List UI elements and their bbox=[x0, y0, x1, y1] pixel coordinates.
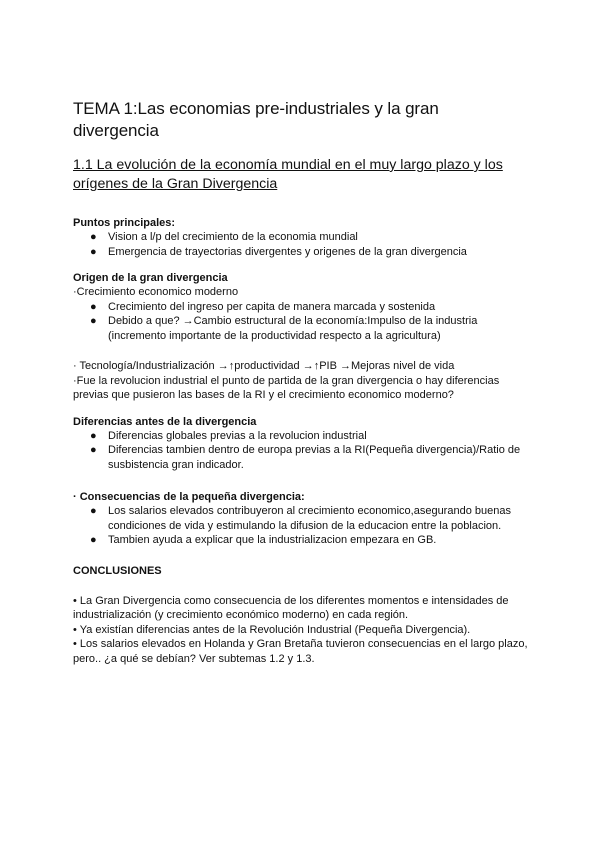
conclusion-line: • La Gran Divergencia como consecuencia de los diferentes momentos e intensidades de industrialización (y crecimiento económico moderno) en cada región. bbox=[73, 594, 509, 621]
list-item-text: Tambien ayuda a explicar que la industrializacion empezara en GB. bbox=[108, 534, 437, 546]
origen-heading: Origen de la gran divergencia bbox=[73, 272, 228, 284]
bullet-icon: ● bbox=[90, 231, 97, 243]
origen-question: ·Fue la revolucion industrial el punto de partida de la gran divergencia o hay diferencias previas que pusieron las bases de la RI y el crecimiento economico moderno? bbox=[73, 374, 500, 401]
list-item bbox=[73, 230, 528, 245]
origen-list bbox=[73, 300, 528, 344]
document-title: TEMA 1:Las economias pre-industriales y la gran divergencia bbox=[73, 99, 439, 140]
list-item-text: Vision a l/p del crecimiento de la economia mundial bbox=[108, 231, 358, 243]
puntos-heading: Puntos principales: bbox=[73, 217, 176, 229]
bullet-icon: ● bbox=[90, 505, 97, 517]
conclusion-line: • Los salarios elevados en Holanda y Gran Bretaña tuvieron consecuencias en el largo plazo, pero.. ¿a qué se debían? Ver subtemas 1.2 y 1.3. bbox=[73, 638, 528, 665]
list-item bbox=[73, 300, 528, 315]
bullet-icon: ● bbox=[90, 300, 97, 313]
section-title: 1.1 La evolución de la economía mundial en el muy largo plazo y los orígenes de la Gran Divergencia bbox=[73, 157, 503, 192]
list-item bbox=[73, 504, 528, 533]
bullet-icon: ● bbox=[90, 429, 97, 442]
list-item-text: Debido a que? →Cambio estructural de la economía:Impulso de la industria (incremento importante de la productividad respecto a la agricultura) bbox=[108, 315, 478, 342]
origen-line: ·Crecimiento economico moderno bbox=[73, 286, 239, 298]
document-content bbox=[73, 98, 528, 666]
bullet-icon: ● bbox=[90, 534, 97, 546]
bullet-icon: ● bbox=[90, 444, 97, 456]
origen-tech-line: · Tecnología/Industrialización →↑productividad →↑PIB →Mejoras nivel de vida bbox=[73, 360, 455, 372]
puntos-list bbox=[73, 230, 528, 259]
bullet-icon: ● bbox=[90, 315, 97, 327]
list-item-text: Crecimiento del ingreso per capita de manera marcada y sostenida bbox=[108, 300, 436, 313]
list-item bbox=[73, 245, 528, 260]
list-item-text: Emergencia de trayectorias divergentes y origenes de la gran divergencia bbox=[108, 245, 467, 258]
bullet-icon: ● bbox=[90, 245, 97, 258]
diferencias-heading: Diferencias antes de la divergencia bbox=[73, 415, 257, 428]
consecuencias-list bbox=[73, 504, 528, 548]
list-item-text: Diferencias tambien dentro de europa previas a la RI(Pequeña divergencia)/Ratio de susbistencia gran indicador. bbox=[108, 444, 521, 471]
list-item-text: Diferencias globales previas a la revolucion industrial bbox=[108, 429, 367, 442]
list-item bbox=[73, 443, 528, 472]
diferencias-list bbox=[73, 429, 528, 473]
conclusiones-heading: CONCLUSIONES bbox=[73, 564, 162, 577]
conclusion-line: • Ya existían diferencias antes de la Revolución Industrial (Pequeña Divergencia). bbox=[73, 623, 471, 636]
list-item bbox=[73, 429, 528, 444]
list-item bbox=[73, 533, 528, 548]
list-item bbox=[73, 314, 528, 343]
list-item-text: Los salarios elevados contribuyeron al crecimiento economico,asegurando buenas condiciones de vida y estimulando la difusion de la educacion entre la poblacion. bbox=[108, 505, 511, 532]
consecuencias-heading: · Consecuencias de la pequeña divergencia: bbox=[73, 491, 305, 503]
